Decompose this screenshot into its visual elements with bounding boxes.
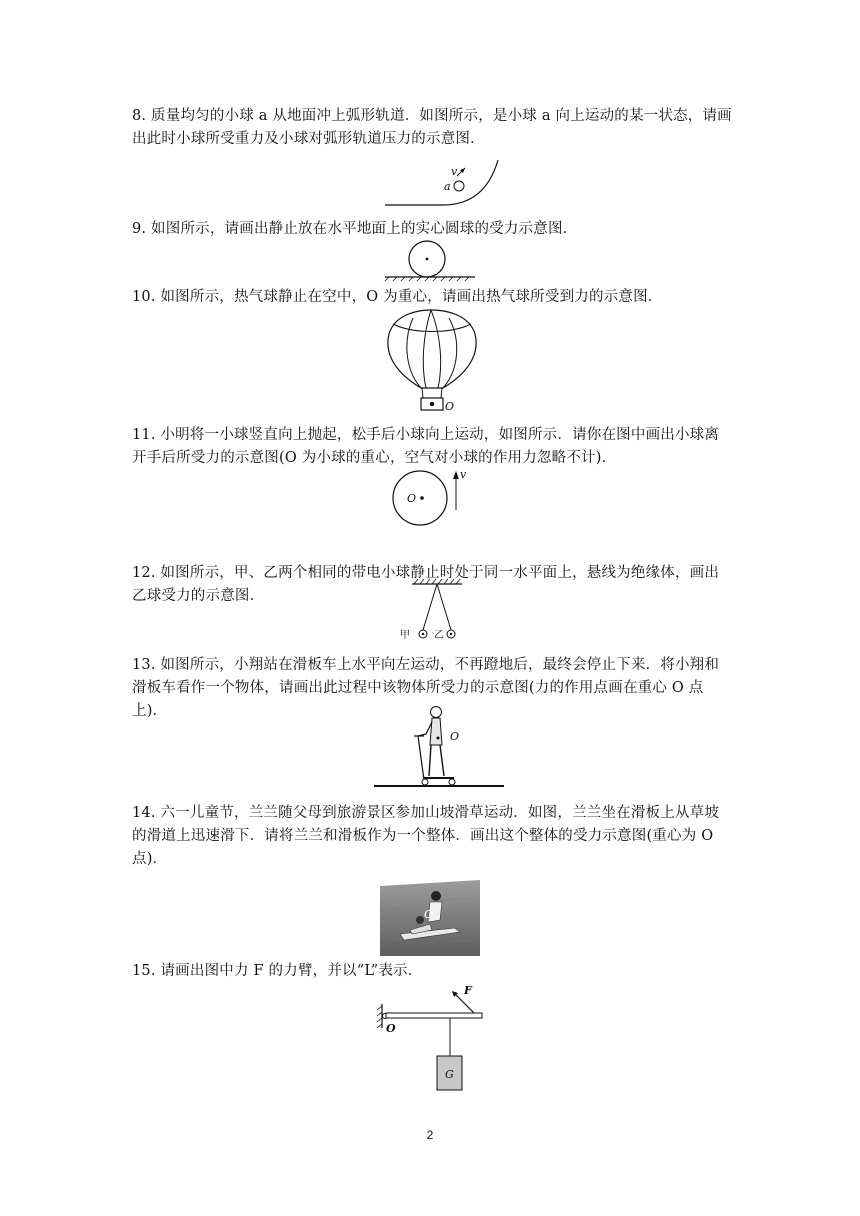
label-O: O	[450, 730, 460, 743]
question-12: 12. 如图所示，甲、乙两个相同的带电小球静止时处于同一水平面上，悬线为绝缘体，画出乙球受力的示意图．	[132, 565, 720, 604]
question-9: 9. 如图所示，请画出静止放在水平地面上的实心圆球的受力示意图．	[132, 221, 578, 237]
label-O: O	[424, 908, 434, 921]
label-F: F	[464, 984, 472, 997]
label-a: a	[444, 180, 451, 193]
figure-q8-arc-track	[385, 160, 505, 210]
figure-q10-hot-air-balloon	[383, 310, 483, 415]
figure-q13-scooter	[374, 700, 504, 792]
label-v: v	[451, 165, 458, 178]
page-number: 2	[426, 1128, 434, 1142]
figure-q11-thrown-ball	[392, 468, 482, 528]
question-14: 14. 六一儿童节，兰兰随父母到旅游景区参加山坡滑草运动．如图，兰兰坐在滑板上从草坡的滑道上迅速滑下．请将兰兰和滑板作为一个整体．画出这个整体的受力示意图(重心为 O 点)．	[132, 805, 720, 867]
label-O: O	[386, 1022, 396, 1035]
figure-q9-ball-on-ground	[385, 240, 475, 280]
question-15: 15. 请画出图中力 F 的力臂，并以“L”表示．	[132, 963, 423, 979]
question-13: 13. 如图所示，小翔站在滑板车上水平向左运动，不再蹬地后，最终会停止下来．将小翔和滑板车看作一个物体，请画出此过程中该物体所受力的示意图(力的作用点画在重心 O 点上)．	[132, 657, 720, 719]
label-O: O	[445, 400, 455, 413]
figure-q14-grass-sledding-photo	[380, 880, 480, 956]
question-8: 8. 质量均匀的小球 a 从地面冲上弧形轨道．如图所示，是小球 a 向上运动的某一状态，请画出此时小球所受重力及小球对弧形轨道压力的示意图．	[132, 108, 732, 147]
question-11: 11. 小明将一小球竖直向上抛起，松手后小球向上运动，如图所示．请你在图中画出小球离开手后所受力的示意图(O 为小球的重心，空气对小球的作用力忽略不计)．	[132, 427, 720, 466]
label-G: G	[445, 1068, 454, 1081]
figure-q15-lever	[374, 982, 494, 1094]
label-jia: 甲	[400, 630, 410, 641]
label-yi: 乙	[434, 630, 444, 641]
label-v: v	[460, 468, 467, 481]
question-10: 10. 如图所示，热气球静止在空中，O 为重心，请画出热气球所受到力的示意图．	[132, 289, 663, 305]
figure-q12-charged-balls	[400, 578, 468, 643]
label-O: O	[407, 492, 417, 505]
